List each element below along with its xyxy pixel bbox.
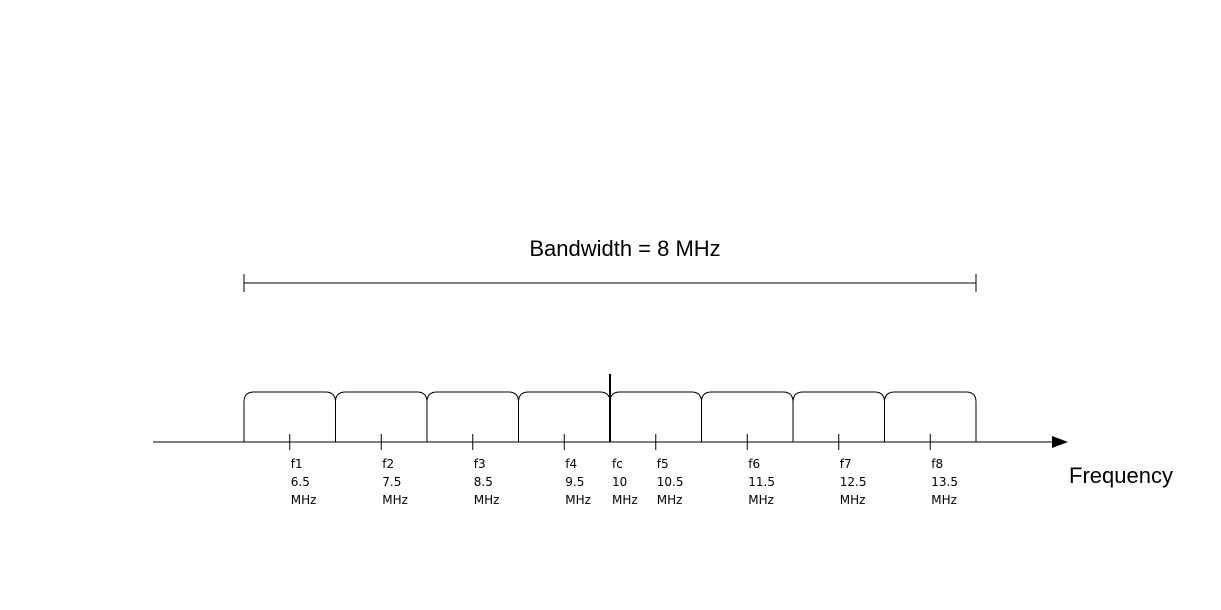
label-f4-value: 9.5 [565,475,585,489]
label-f8-name: f8 [931,457,944,471]
label-f4-unit: MHz [565,493,591,507]
bandwidth-span [244,236,976,292]
label-f1-unit: MHz [290,493,317,507]
axis-label: Frequency [1069,463,1173,488]
label-f5-unit: MHz [656,493,683,507]
label-f8-value: 13.5 [931,475,958,489]
label-f1-name: f1 [290,457,303,471]
label-f7-unit: MHz [839,493,866,507]
label-f7-name: f7 [839,457,852,471]
bandwidth-title: Bandwidth = 8 MHz [529,236,721,261]
center-unit: MHz [612,493,638,507]
label-f3-name: f3 [473,457,486,471]
label-f2-unit: MHz [382,493,408,507]
label-f5-value: 10.5 [656,475,684,489]
label-f2-name: f2 [382,457,395,471]
label-f3-value: 8.5 [473,475,493,489]
label-f2-value: 7.5 [382,475,402,489]
label-f6-name: f6 [748,457,761,471]
center-name: fc [612,457,623,471]
center-value: 10 [612,475,628,489]
label-f4-name: f4 [565,457,578,471]
label-f5-name: f5 [656,457,669,471]
label-f1-value: 6.5 [290,475,310,489]
label-f3-unit: MHz [473,493,500,507]
label-f6-unit: MHz [748,493,774,507]
center-frequency [610,374,638,507]
label-f6-value: 11.5 [748,475,775,489]
axis-arrowhead [1052,436,1068,448]
label-f7-value: 12.5 [839,475,867,489]
label-f8-unit: MHz [931,493,957,507]
